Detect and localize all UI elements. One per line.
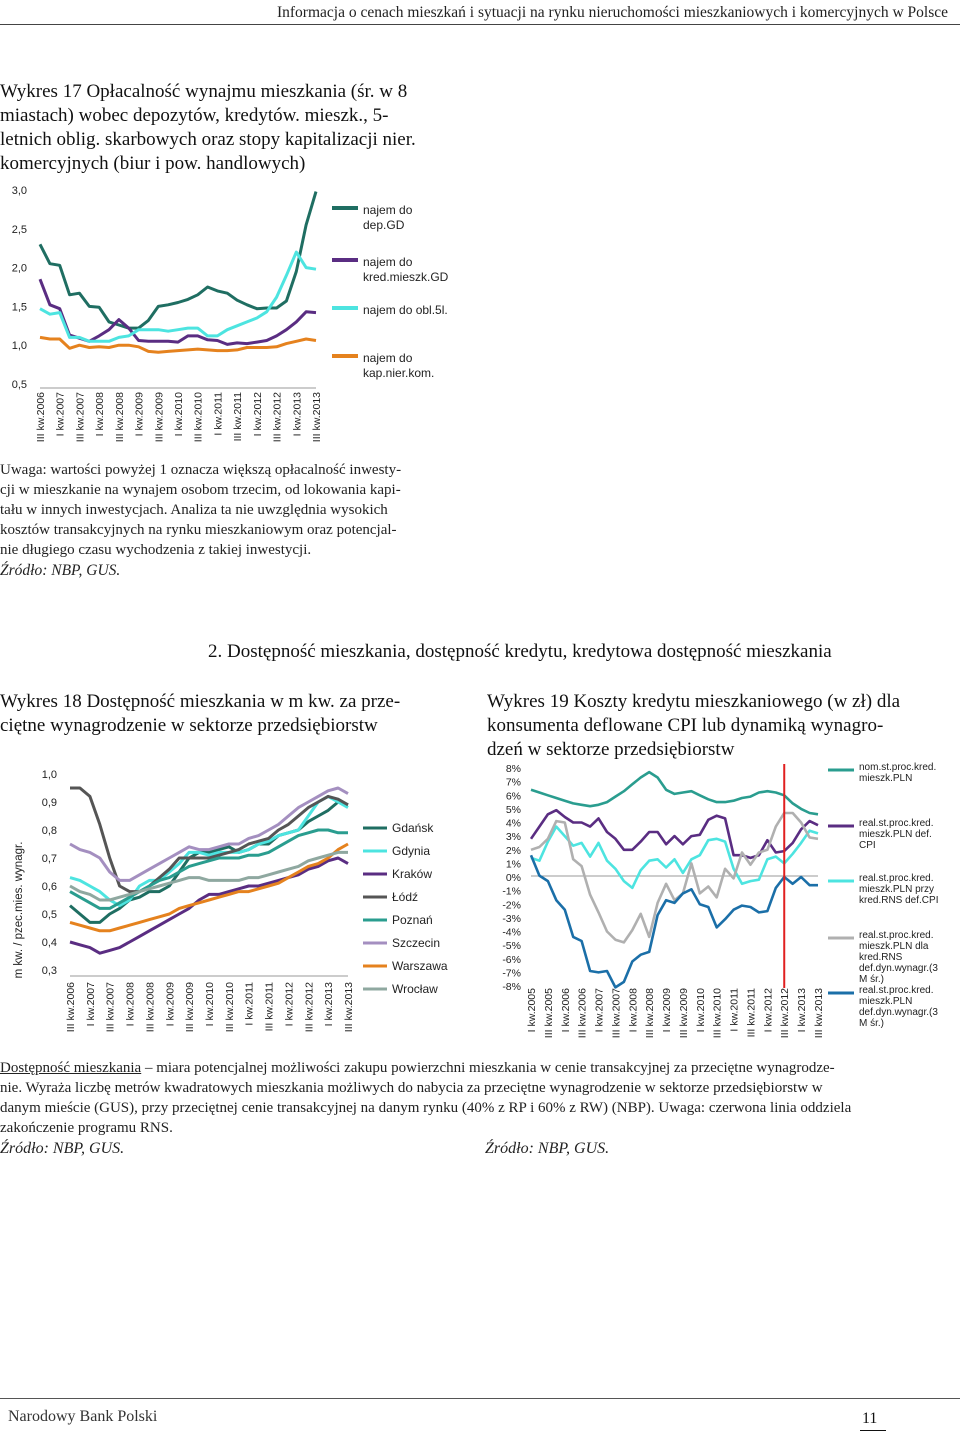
chart17-plot <box>0 178 480 460</box>
footer-rule <box>0 1398 960 1399</box>
chart18-y-axis-label: m kw. / pzec.mies. wynagr. <box>13 841 25 979</box>
chart17-y-tick-label: 3,0 <box>11 185 27 197</box>
chart17-legend-label: kred.mieszk.GD <box>363 270 449 284</box>
chart17-x-tick-label: III kw.2006 <box>35 392 47 443</box>
chart17-series-line <box>40 192 316 329</box>
chart18-legend-label: Warszawa <box>392 959 448 973</box>
chart19-x-tick-label: I kw.2009 <box>661 988 674 1033</box>
chart17-note <box>0 460 470 581</box>
chart19-y-tick-label: -5% <box>502 940 521 953</box>
chart19-x-tick-label: III kw.2006 <box>576 988 589 1039</box>
chart18-legend-label: Łódź <box>392 890 419 904</box>
chart17-x-tick-label: III kw.2007 <box>74 392 87 443</box>
chart18-x-tick-label: III kw.2009 <box>184 982 197 1033</box>
chart18-x-tick-label: I kw.2008 <box>124 982 137 1027</box>
chart17-title-line: miastach) wobec depozytów, kredytów. mieszk., 5- <box>0 105 389 126</box>
chart19-legend-label: M śr.) <box>859 974 884 985</box>
chart18-x-tick-label: I kw.2013 <box>323 982 336 1027</box>
chart17-legend-label: najem do <box>363 351 413 365</box>
chart19-legend-label: real.st.proc.kred. <box>859 930 934 941</box>
chart17-x-tick-label: I kw.2012 <box>251 392 264 437</box>
chart17-x-tick-label: III kw.2011 <box>232 392 245 442</box>
source-right: Źródło: NBP, GUS. <box>485 1140 610 1157</box>
footer-org: Narodowy Bank Polski <box>8 1408 158 1425</box>
chart17-x-tick-label: III kw.2008 <box>113 392 126 443</box>
chart18-x-tick-label: I kw.2009 <box>164 982 177 1027</box>
chart17-source: Źródło: NBP, GUS. <box>0 562 121 579</box>
chart18-x-tick-label: III kw.2006 <box>65 982 77 1033</box>
chart19-y-tick-label: 4% <box>505 817 521 830</box>
chart19-y-tick-label: 7% <box>505 776 521 789</box>
chart19-y-tick-label: 6% <box>505 790 521 803</box>
chart18-x-tick-label: I kw.2007 <box>84 982 97 1027</box>
chart19-legend-label: mieszk.PLN przy <box>859 884 935 895</box>
bottom-note-line: zakończenie programu RNS. <box>0 1120 173 1136</box>
bottom-note-first-line: – miara potencjalnej możliwości zakupu powierzchni mieszkania w cenie transakcyjnej za przeciętne wynagrodze- <box>141 1060 835 1076</box>
chart19-legend-label: real.st.proc.kred. <box>859 818 934 829</box>
chart18-y-tick-label: 0,4 <box>41 937 57 949</box>
chart18-x-tick-label: III kw.2008 <box>144 982 157 1033</box>
chart18-legend-label: Gdańsk <box>392 821 434 835</box>
chart17-legend-label: najem do <box>363 255 413 269</box>
chart17-note-line: kosztów transakcyjnych na rynku mieszkaniowym oraz potencjal- <box>0 522 397 538</box>
chart17-x-tick-label: I kw.2007 <box>54 392 67 437</box>
chart19-x-tick-label: I kw.2005 <box>526 988 538 1033</box>
source-left: Źródło: NBP, GUS. <box>0 1140 125 1157</box>
bottom-note <box>0 1058 958 1138</box>
chart18-legend-label: Gdynia <box>392 844 431 858</box>
chart19-title-line: dzeń w sektorze przedsiębiorstw <box>487 739 735 760</box>
chart17-series-line <box>40 279 316 344</box>
page-number-rule <box>860 1430 886 1431</box>
chart18-y-tick-label: 0,9 <box>41 797 57 809</box>
chart19-x-tick-label: I kw.2007 <box>593 988 606 1033</box>
chart17-x-tick-label: I kw.2013 <box>291 392 304 437</box>
chart18-plot <box>0 756 480 1054</box>
bottom-note-line: nie. Wyraża liczbę metrów kwadratowych mieszkania możliwych do nabycia za przeciętne wynagrodzenie w sektorze przedsiębiorstw w <box>0 1080 823 1096</box>
chart17-x-tick-label: III kw.2013 <box>311 392 323 443</box>
chart19-legend-label: nom.st.proc.kred. <box>859 762 937 773</box>
chart19-x-tick-label: III kw.2013 <box>813 988 825 1039</box>
chart17-title <box>0 80 470 176</box>
chart18-y-tick-label: 0,5 <box>41 909 57 921</box>
chart18-y-tick-label: 1,0 <box>41 769 57 781</box>
chart18-title-line: Wykres 18 Dostępność mieszkania w m kw. za prze- <box>0 691 401 712</box>
chart18-y-tick-label: 0,8 <box>41 825 57 837</box>
chart17-x-tick-label: III kw.2012 <box>271 392 284 443</box>
chart19-y-tick-label: -2% <box>502 899 521 912</box>
chart19-legend-label: real.st.proc.kred. <box>859 985 934 996</box>
chart19-legend-label: kred.RNS def.CPI <box>859 895 939 906</box>
chart17-legend-label: kap.nier.kom. <box>363 366 435 380</box>
chart19-y-tick-label: -6% <box>502 953 521 966</box>
chart18-y-tick-label: 0,7 <box>41 853 57 865</box>
chart18-title-line: ciętne wynagrodzenie w sektorze przedsiębiorstw <box>0 715 378 736</box>
chart19-x-tick-label: III kw.2010 <box>711 988 724 1039</box>
chart19-x-tick-label: I kw.2011 <box>728 988 741 1032</box>
chart19-y-tick-label: 8% <box>505 763 521 775</box>
chart19-legend-label: def.dyn.wynagr.(3 <box>859 1007 938 1018</box>
chart19-y-tick-label: 2% <box>505 844 521 857</box>
chart17-x-tick-label: III kw.2009 <box>153 392 166 443</box>
chart19-series-line <box>531 813 818 942</box>
chart19-x-tick-label: I kw.2008 <box>627 988 640 1033</box>
chart19-series-line <box>531 855 818 987</box>
chart17-title-line: letnich oblig. skarbowych oraz stopy kapitalizacji nier. <box>0 129 416 150</box>
chart18-x-tick-label: I kw.2011 <box>243 982 256 1026</box>
chart17-legend-label: najem do <box>363 203 413 217</box>
chart19-y-tick-label: -1% <box>502 885 521 898</box>
chart17-legend-label: najem do obl.5l. <box>363 303 448 317</box>
chart18-y-tick-label: 0,3 <box>41 965 57 977</box>
chart18-x-tick-label: III kw.2010 <box>223 982 236 1033</box>
chart17-x-tick-label: I kw.2010 <box>173 392 185 437</box>
chart19-legend-label: mieszk.PLN dla <box>859 941 929 952</box>
chart19-legend-label: real.st.proc.kred. <box>859 873 934 884</box>
chart19-legend-label: mieszk.PLN <box>859 996 913 1007</box>
page-header <box>0 0 960 26</box>
header-title: Informacja o cenach mieszkań i sytuacji na rynku nieruchomości mieszkaniowych i komercyjnych w Polsce <box>276 4 948 21</box>
chart19-y-tick-label: 3% <box>505 831 521 844</box>
chart18-x-tick-label: I kw.2012 <box>283 982 296 1027</box>
chart18-y-tick-label: 0,6 <box>41 881 57 893</box>
chart17-note-line: cji w mieszkanie na wynajem osobom trzecim, od lokowania kapi- <box>0 482 401 498</box>
chart18-x-tick-label: III kw.2007 <box>104 982 117 1033</box>
chart19-y-tick-label: -8% <box>502 981 521 993</box>
chart17-y-tick-label: 0,5 <box>11 379 27 391</box>
section-title: 2. Dostępność mieszkania, dostępność kredytu, kredytowa dostępność mieszkania <box>208 641 832 662</box>
chart19-legend-label: kred.RNS <box>859 952 903 963</box>
chart17-x-tick-label: I kw.2011 <box>212 392 225 436</box>
chart18-legend-label: Wrocław <box>392 982 438 996</box>
chart17-y-tick-label: 2,0 <box>11 262 27 275</box>
chart19-title <box>487 690 957 762</box>
chart17-x-tick-label: III kw.2010 <box>192 392 205 443</box>
chart17-title-line: Wykres 17 Opłacalność wynajmu mieszkania (śr. w 8 <box>0 81 408 102</box>
page-number: 11 <box>862 1410 878 1427</box>
chart18-legend-label: Kraków <box>392 867 433 881</box>
chart19-legend-label: CPI <box>859 840 876 851</box>
chart19-legend-label: M śr.) <box>859 1018 884 1029</box>
chart19-legend-label: mieszk.PLN def. <box>859 829 932 840</box>
chart18-x-tick-label: III kw.2012 <box>303 982 316 1033</box>
chart17-y-tick-label: 1,5 <box>11 301 27 314</box>
chart17-x-tick-label: I kw.2009 <box>133 392 146 437</box>
chart19-y-tick-label: -3% <box>502 912 521 925</box>
chart19-plot <box>487 756 960 1054</box>
chart18-x-tick-label: I kw.2010 <box>204 982 216 1027</box>
chart19-legend-label: def.dyn.wynagr.(3 <box>859 963 938 974</box>
chart18-legend-label: Poznań <box>392 913 433 927</box>
chart17-note-line: Uwaga: wartości powyżej 1 oznacza większą opłacalność inwesty- <box>0 462 402 478</box>
chart19-x-tick-label: III kw.2011 <box>745 988 758 1038</box>
chart19-x-tick-label: I kw.2013 <box>796 988 809 1033</box>
chart19-x-tick-label: I kw.2006 <box>559 988 572 1033</box>
chart19-series-line <box>531 772 818 814</box>
chart19-x-tick-label: III kw.2005 <box>542 988 555 1039</box>
chart18-x-tick-label: III kw.2013 <box>343 982 355 1033</box>
chart19-y-tick-label: 0% <box>505 872 521 884</box>
chart19-y-tick-label: 1% <box>505 858 521 871</box>
chart19-series-line <box>531 810 818 858</box>
chart19-y-tick-label: 5% <box>505 803 521 816</box>
chart19-x-tick-label: III kw.2008 <box>644 988 657 1039</box>
chart17-note-line: nie długiego czasu wychodzenia z takiej inwestycji. <box>0 542 312 558</box>
chart19-y-tick-label: -4% <box>502 926 521 939</box>
chart19-y-tick-label: -7% <box>502 967 521 980</box>
chart18-x-tick-label: III kw.2011 <box>263 982 276 1032</box>
bottom-note-line: danym mieście (GUS), przy przeciętnej cenie transakcyjnej na danym rynku (40% z RP i 60% z RW) (NBP). Uwaga: czerwona linia oddziela <box>0 1100 852 1116</box>
chart19-x-tick-label: I kw.2010 <box>694 988 707 1033</box>
chart18-title <box>0 690 470 738</box>
chart17-note-line: tału w innych inwestycjach. Analiza ta nie uwzględnia wysokich <box>0 502 388 518</box>
chart19-x-tick-label: III kw.2012 <box>779 988 792 1039</box>
chart17-x-tick-label: I kw.2008 <box>94 392 107 437</box>
chart17-y-tick-label: 1,0 <box>11 340 27 353</box>
chart19-x-tick-label: III kw.2009 <box>677 988 690 1039</box>
chart17-legend-label: dep.GD <box>363 218 405 232</box>
chart17-title-line: komercyjnych (biur i pow. handlowych) <box>0 153 306 174</box>
chart19-x-tick-label: I kw.2012 <box>762 988 775 1033</box>
chart19-x-tick-label: III kw.2007 <box>610 988 623 1039</box>
chart19-legend-label: mieszk.PLN <box>859 773 913 784</box>
chart17-y-tick-label: 2,5 <box>11 223 27 236</box>
bottom-note-term: Dostępność mieszkania <box>0 1060 142 1076</box>
chart19-title-line: Wykres 19 Koszty kredytu mieszkaniowego (w zł) dla <box>487 691 901 712</box>
chart19-title-line: konsumenta deflowane CPI lub dynamiką wynagro- <box>487 715 884 736</box>
header-rule <box>0 24 960 25</box>
bottom-note-line <box>0 1058 958 1078</box>
chart18-legend-label: Szczecin <box>392 936 441 950</box>
